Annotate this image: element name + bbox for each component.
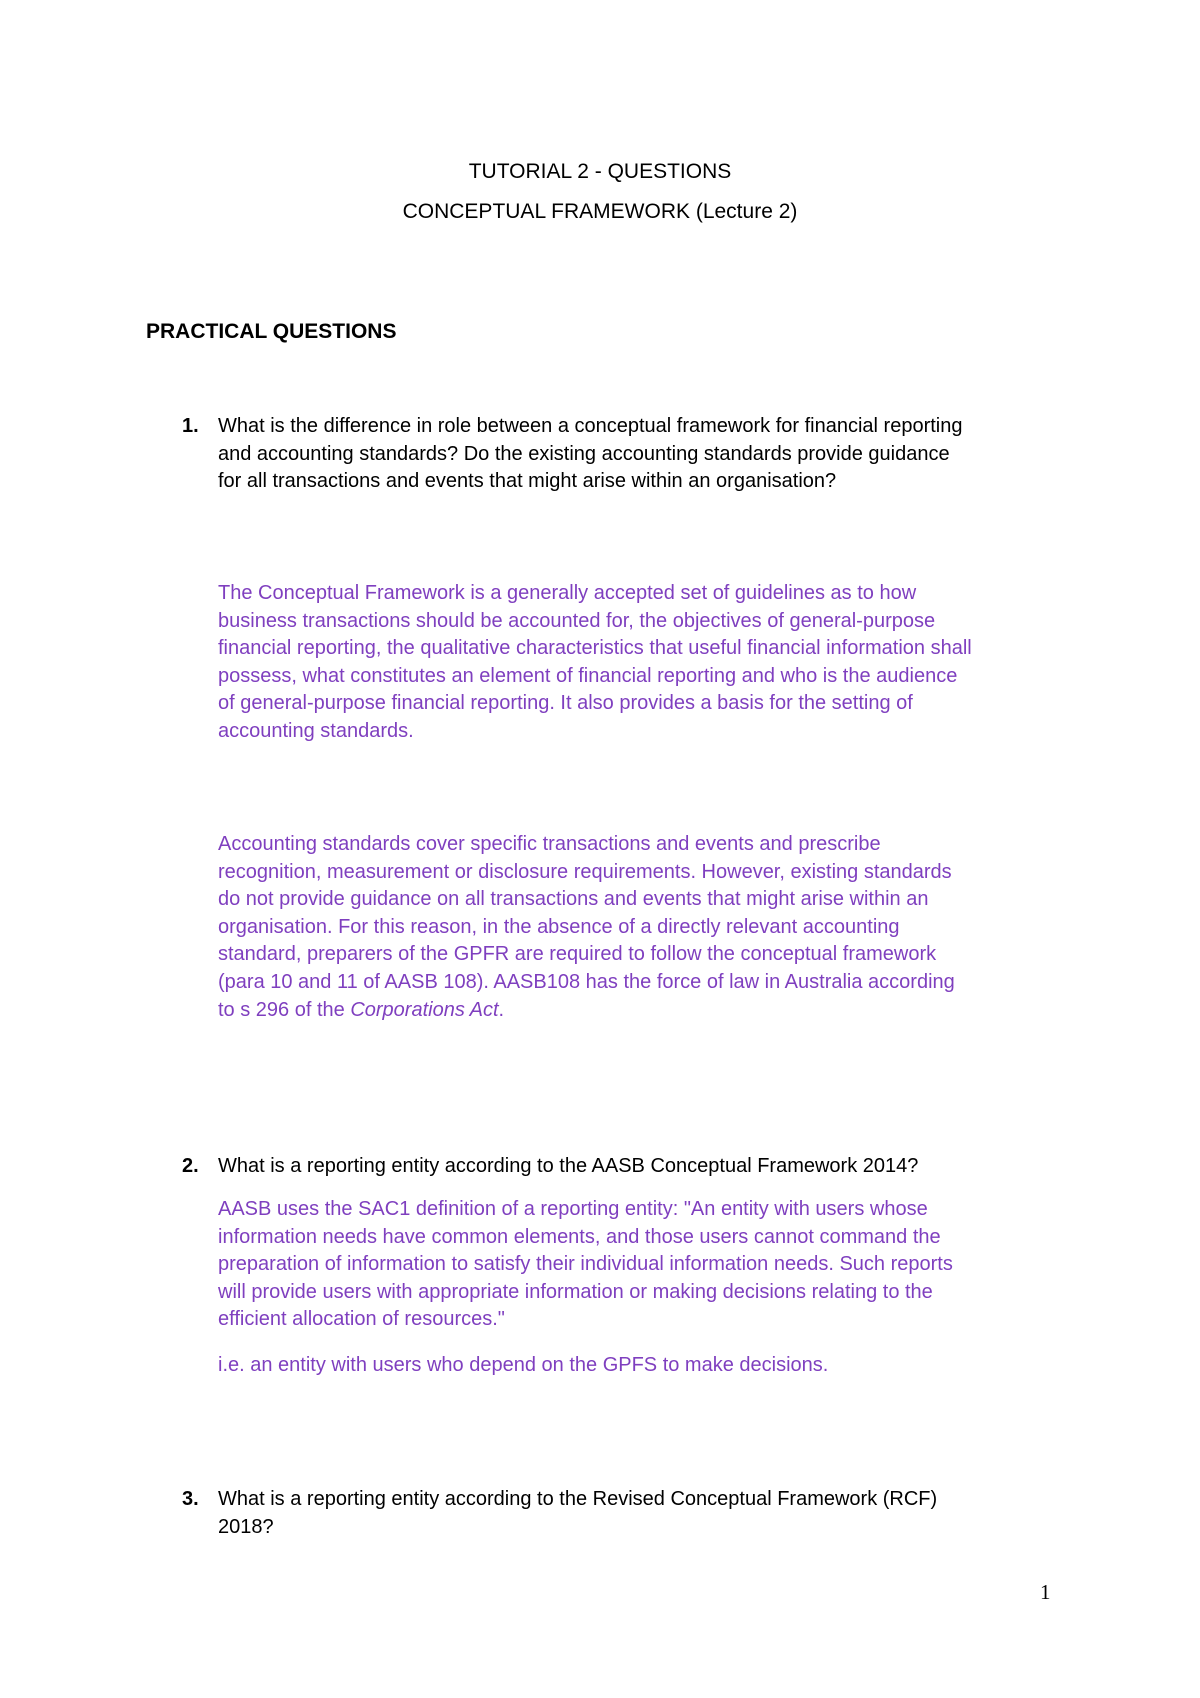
- answer-1-paragraph-2: [218, 831, 1098, 1024]
- question-1-line: and accounting standards? Do the existing accounting standards provide guidance: [218, 442, 950, 465]
- answer-line: preparation of information to satisfy their individual information needs. Such reports: [218, 1253, 953, 1276]
- question-number-3: 3.: [182, 1488, 199, 1510]
- question-1-line: What is the difference in role between a conceptual framework for financial reporting: [218, 415, 963, 437]
- answer-line: information needs have common elements, and those users cannot command the: [218, 1225, 941, 1248]
- answer-line: efficient allocation of resources.": [218, 1308, 505, 1331]
- answer-line: accounting standards.: [218, 719, 414, 742]
- answer-line: Accounting standards cover specific transactions and events and prescribe: [218, 833, 881, 855]
- answer-1-paragraph-1: [218, 580, 1098, 746]
- document-title: TUTORIAL 2 - QUESTIONS: [468, 160, 732, 183]
- question-3-line: What is a reporting entity according to the Revised Conceptual Framework (RCF): [218, 1488, 938, 1510]
- answer-2-paragraph-1: [218, 1196, 1098, 1334]
- question-1-line: for all transactions and events that might arise within an organisation?: [218, 470, 837, 493]
- answer-line: standard, preparers of the GPFR are required to follow the conceptual framework: [218, 943, 937, 966]
- document-subtitle: CONCEPTUAL FRAMEWORK (Lecture 2): [402, 200, 798, 223]
- answer-line-prefix: to s 296 of the: [218, 998, 351, 1021]
- corporations-act-reference: Corporations Act: [350, 998, 499, 1021]
- answer-line: business transactions should be accounted for, the objectives of general-purpose: [218, 609, 936, 632]
- question-2-text: [218, 1153, 1098, 1181]
- answer-line-suffix: .: [498, 998, 505, 1021]
- answer-2-paragraph-2: [218, 1352, 1098, 1380]
- page-number: 1: [1040, 1580, 1051, 1604]
- question-3-text: [218, 1486, 1098, 1541]
- section-heading: PRACTICAL QUESTIONS: [146, 320, 397, 343]
- question-3-line: 2018?: [218, 1515, 274, 1538]
- answer-line: possess, what constitutes an element of financial reporting and who is the audience: [218, 664, 958, 687]
- question-number-2: 2.: [182, 1155, 199, 1177]
- answer-line: AASB uses the SAC1 definition of a reporting entity: "An entity with users whose: [218, 1198, 928, 1220]
- answer-line: financial reporting, the qualitative characteristics that useful financial information shall: [218, 637, 972, 660]
- answer-line: of general-purpose financial reporting. It also provides a basis for the setting of: [218, 692, 913, 715]
- question-number-1: 1.: [182, 415, 199, 437]
- question-2-line: What is a reporting entity according to the AASB Conceptual Framework 2014?: [218, 1155, 919, 1177]
- answer-line: do not provide guidance on all transactions and events that might arise within an: [218, 888, 929, 911]
- answer-line: i.e. an entity with users who depend on the GPFS to make decisions.: [218, 1354, 829, 1376]
- answer-line: recognition, measurement or disclosure requirements. However, existing standards: [218, 860, 952, 883]
- answer-line: organisation. For this reason, in the absence of a directly relevant accounting: [218, 915, 900, 938]
- question-1-text: [218, 413, 1098, 496]
- answer-line-last: [218, 997, 1098, 1025]
- answer-line: (para 10 and 11 of AASB 108). AASB108 has the force of law in Australia according: [218, 970, 955, 993]
- answer-line: The Conceptual Framework is a generally accepted set of guidelines as to how: [218, 582, 917, 604]
- answer-line: will provide users with appropriate information or making decisions relating to the: [218, 1280, 933, 1303]
